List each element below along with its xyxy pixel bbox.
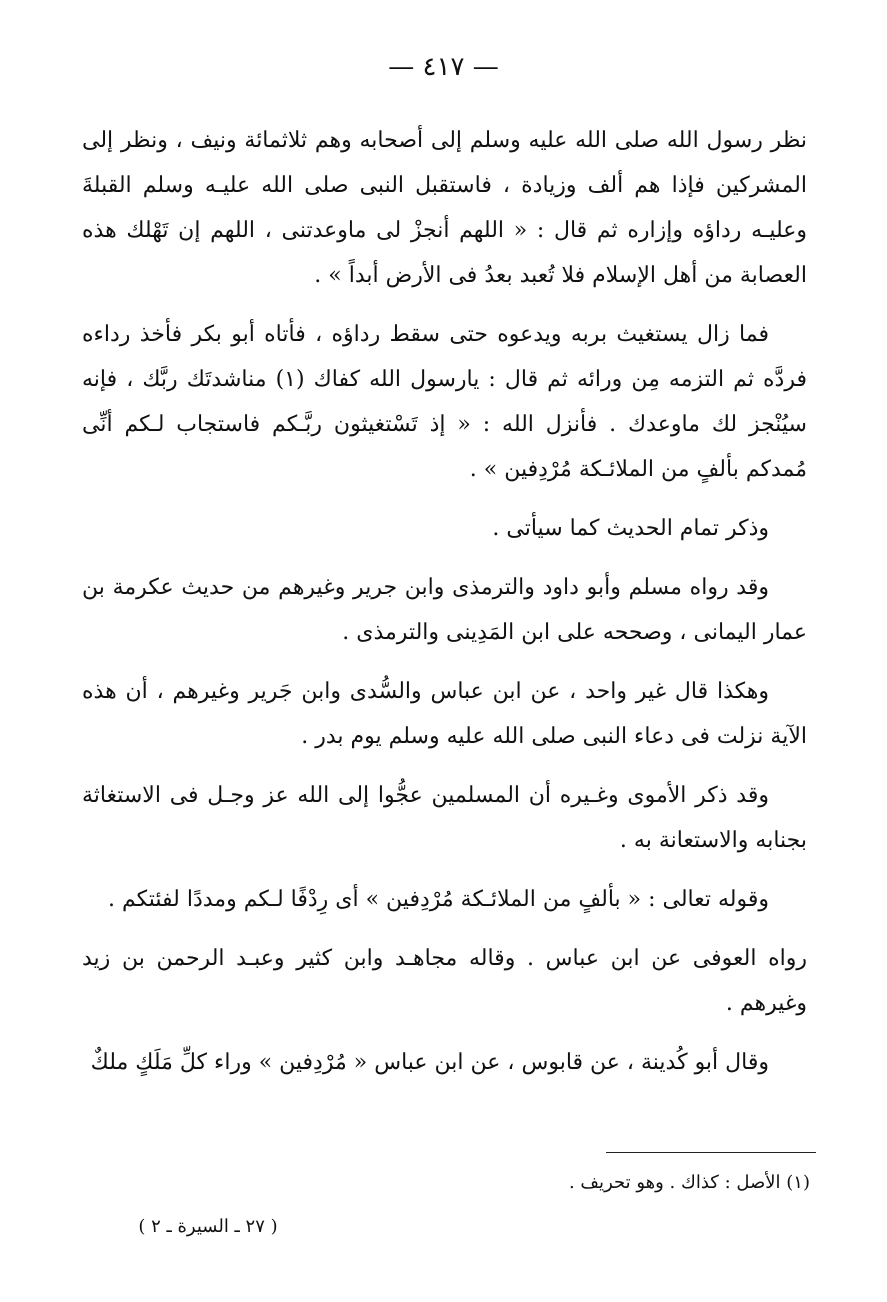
paragraph-2: فما زال يستغيث بربه ويدعوه حتى سقط رداؤه ، فأتاه أبو بكر فأخذ رداءه فردَّه ثم التزمه مِن ورائه ثم قال : يارسول الله كفاك (١) مناشدتَك ربَّك ، فإنه سيُنْجز لك ماوعدك . فأنزل الله : « إذ تَسْتغيثون ربَّـكم فاستجاب لـكم أنِّى مُمدكم بألفٍ من الملائـكة مُرْدِفين » . — [82, 322, 807, 482]
main-text — [82, 118, 807, 1099]
paragraph-4: وقد رواه مسلم وأبو داود والترمذى وابن جرير وغيرهم من حديث عكرمة بن عمار اليمانى ، وصححه على ابن المَدِينى والترمذى . — [82, 575, 807, 645]
paragraph-5: وهكذا قال غير واحد ، عن ابن عباس والسُّدى وابن جَرير وغيرهم ، أن هذه الآية نزلت فى دعاء النبى صلى الله عليه وسلم يوم بدر . — [82, 679, 807, 749]
footnote: (١) الأصل : كذاك . وهو تحريف . — [568, 1172, 810, 1193]
paragraph-3: وذكر تمام الحديث كما سيأتى . — [492, 516, 769, 541]
paragraph-1: نظر رسول الله صلى الله عليه وسلم إلى أصحابه وهم ثلاثمائة ونيف ، ونظر إلى المشركين فإذا هم ألف وزيادة ، فاستقبل النبى صلى الله عليـه وسلم القبلةَ وعليـه رداؤه وإزاره ثم قال : « اللهم أنجزْ لى ماوعدتنى ، اللهم إن تَهْلك هذه العصابة من أهل الإسلام فلا تُعبد بعدُ فى الأرض أبداً » . — [82, 128, 807, 288]
paragraph-9: وقال أبو كُدينة ، عن قابوس ، عن ابن عباس « مُرْدِفين » وراء كلِّ مَلَكٍ ملكٌ — [90, 1050, 769, 1075]
page-number: — ٤١٧ — — [388, 52, 499, 82]
paragraph-6: وقد ذكر الأموى وغـيره أن المسلمين عجُّوا إلى الله عز وجـل فى الاستغاثة بجنابه والاستعانة به . — [82, 783, 807, 853]
footnote-divider — [606, 1152, 816, 1153]
paragraph-8: رواه العوفى عن ابن عباس . وقاله مجاهـد وابن كثير وعبـد الرحمن بن زيد وغيرهم . — [82, 946, 807, 1016]
paragraph-7: وقوله تعالى : « بألفٍ من الملائـكة مُرْدِفين » أى رِدْفًا لـكم ومددًا لفئتكم . — [107, 887, 769, 912]
signature-mark: ( ٢٧ ـ السيرة ـ ٢ ) — [138, 1216, 278, 1237]
